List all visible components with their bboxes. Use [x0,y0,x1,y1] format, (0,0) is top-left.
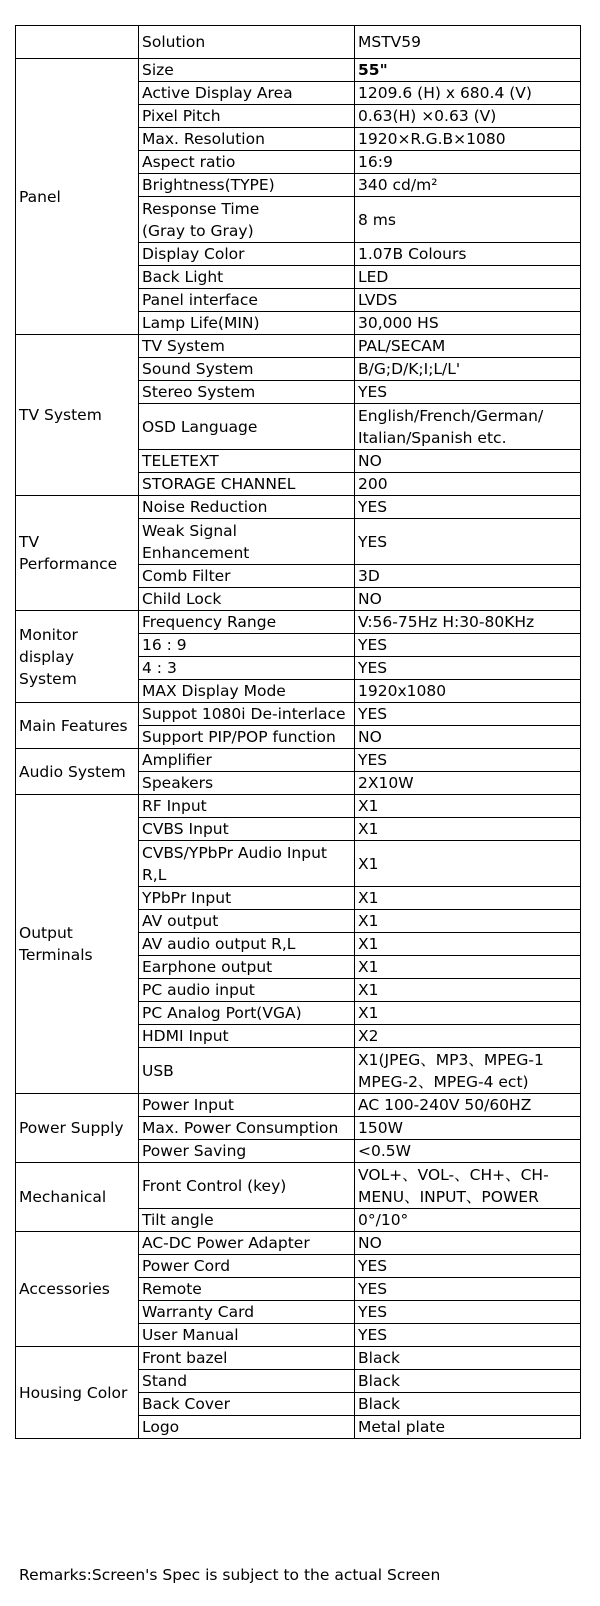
spec-table [15,25,581,1439]
group-label: Main Features [16,703,139,749]
spec-label: TV System [139,335,355,358]
spec-label: MAX Display Mode [139,680,355,703]
spec-label: Child Lock [139,588,355,611]
spec-value: Black [355,1347,581,1370]
spec-value: X1 [355,841,581,887]
solution-row [16,26,581,59]
spec-value: 0.63(H) ×0.63 (V) [355,105,581,128]
spec-table-body [16,26,581,1439]
spec-row [16,1232,581,1255]
spec-value: 150W [355,1117,581,1140]
group-label: Mechanical [16,1163,139,1232]
spec-label: TELETEXT [139,450,355,473]
spec-value: NO [355,588,581,611]
spec-label: Speakers [139,772,355,795]
spec-label: 4 : 3 [139,657,355,680]
spec-row [16,749,581,772]
spec-label: Frequency Range [139,611,355,634]
spec-value: V:56-75Hz H:30-80KHz [355,611,581,634]
spec-value: YES [355,1324,581,1347]
spec-row [16,496,581,519]
spec-value: <0.5W [355,1140,581,1163]
spec-value: 30,000 HS [355,312,581,335]
spec-label: Active Display Area [139,82,355,105]
spec-label: CVBS/YPbPr Audio Input R,L [139,841,355,887]
spec-value: Metal plate [355,1416,581,1439]
spec-value: YES [355,703,581,726]
spec-value: Black [355,1370,581,1393]
spec-label: Aspect ratio [139,151,355,174]
spec-row [16,703,581,726]
spec-row [16,1347,581,1370]
group-label: Output Terminals [16,795,139,1094]
spec-label: HDMI Input [139,1025,355,1048]
spec-label: RF Input [139,795,355,818]
group-label: Monitor display System [16,611,139,703]
spec-value: X2 [355,1025,581,1048]
spec-value: X1 [355,910,581,933]
spec-label: Panel interface [139,289,355,312]
spec-label: Power Input [139,1094,355,1117]
spec-label: Back Cover [139,1393,355,1416]
spec-value: 8 ms [355,197,581,243]
spec-label: User Manual [139,1324,355,1347]
spec-value: NO [355,1232,581,1255]
spec-label: Earphone output [139,956,355,979]
spec-label: Warranty Card [139,1301,355,1324]
spec-value: English/French/German/ Italian/Spanish etc. [355,404,581,450]
spec-value: X1 [355,956,581,979]
spec-label: AV output [139,910,355,933]
spec-value: 1920×R.G.B×1080 [355,128,581,151]
spec-label: Brightness(TYPE) [139,174,355,197]
spec-value: YES [355,496,581,519]
spec-label: Power Saving [139,1140,355,1163]
group-label: Audio System [16,749,139,795]
spec-row [16,335,581,358]
spec-value: NO [355,450,581,473]
spec-label: Noise Reduction [139,496,355,519]
spec-label: Comb Filter [139,565,355,588]
spec-label: Display Color [139,243,355,266]
spec-label: Response Time (Gray to Gray) [139,197,355,243]
spec-label: 16 : 9 [139,634,355,657]
spec-value: B/G;D/K;I;L/L' [355,358,581,381]
spec-label: Support PIP/POP function [139,726,355,749]
spec-value: 1.07B Colours [355,243,581,266]
spec-label: CVBS Input [139,818,355,841]
spec-label: PC Analog Port(VGA) [139,1002,355,1025]
spec-label: Logo [139,1416,355,1439]
spec-value: Black [355,1393,581,1416]
spec-label: PC audio input [139,979,355,1002]
spec-label: Max. Power Consumption [139,1117,355,1140]
spec-label: Weak Signal Enhancement [139,519,355,565]
spec-row [16,1163,581,1209]
spec-value: 3D [355,565,581,588]
spec-value: 200 [355,473,581,496]
spec-label: Max. Resolution [139,128,355,151]
remarks-note: Remarks:Screen's Spec is subject to the actual Screen [19,1566,441,1584]
spec-value: X1 [355,979,581,1002]
spec-value: 1920x1080 [355,680,581,703]
group-label: Housing Color [16,1347,139,1439]
spec-value: 2X10W [355,772,581,795]
spec-value: X1(JPEG、MP3、MPEG-1 MPEG-2、MPEG-4 ect) [355,1048,581,1094]
spec-label: AC-DC Power Adapter [139,1232,355,1255]
spec-value: X1 [355,887,581,910]
spec-value: YES [355,657,581,680]
spec-value: YES [355,1301,581,1324]
spec-label: Power Cord [139,1255,355,1278]
spec-label: Size [139,59,355,82]
spec-value: 0°/10° [355,1209,581,1232]
spec-value: VOL+、VOL-、CH+、CH- MENU、INPUT、POWER [355,1163,581,1209]
spec-value: YES [355,1255,581,1278]
spec-label: STORAGE CHANNEL [139,473,355,496]
spec-label: Amplifier [139,749,355,772]
spec-value: LVDS [355,289,581,312]
spec-value: 55" [355,59,581,82]
spec-value: YES [355,519,581,565]
spec-value: 340 cd/m² [355,174,581,197]
spec-label: Stand [139,1370,355,1393]
spec-value: YES [355,1278,581,1301]
group-label: TV Performance [16,496,139,611]
spec-label: Pixel Pitch [139,105,355,128]
group-label: Accessories [16,1232,139,1347]
spec-label: Front bazel [139,1347,355,1370]
spec-row [16,795,581,818]
group-label: Power Supply [16,1094,139,1163]
spec-label: Front Control (key) [139,1163,355,1209]
solution-value: MSTV59 [355,26,581,59]
solution-group-cell [16,26,139,59]
spec-value: NO [355,726,581,749]
spec-value: X1 [355,818,581,841]
spec-value: X1 [355,795,581,818]
spec-value: 16:9 [355,151,581,174]
spec-label: Remote [139,1278,355,1301]
spec-label: Sound System [139,358,355,381]
spec-label: Tilt angle [139,1209,355,1232]
spec-label: USB [139,1048,355,1094]
spec-value: AC 100-240V 50/60HZ [355,1094,581,1117]
spec-label: Suppot 1080i De-interlace [139,703,355,726]
spec-value: 1209.6 (H) x 680.4 (V) [355,82,581,105]
spec-label: AV audio output R,L [139,933,355,956]
spec-value: YES [355,749,581,772]
spec-value: X1 [355,1002,581,1025]
spec-label: OSD Language [139,404,355,450]
spec-row [16,611,581,634]
spec-row [16,59,581,82]
spec-value: PAL/SECAM [355,335,581,358]
spec-label: YPbPr Input [139,887,355,910]
solution-label: Solution [139,26,355,59]
group-label: Panel [16,59,139,335]
spec-value: YES [355,634,581,657]
group-label: TV System [16,335,139,496]
spec-value: LED [355,266,581,289]
spec-label: Back Light [139,266,355,289]
spec-label: Lamp Life(MIN) [139,312,355,335]
spec-value: X1 [355,933,581,956]
spec-value: YES [355,381,581,404]
spec-label: Stereo System [139,381,355,404]
spec-row [16,1094,581,1117]
